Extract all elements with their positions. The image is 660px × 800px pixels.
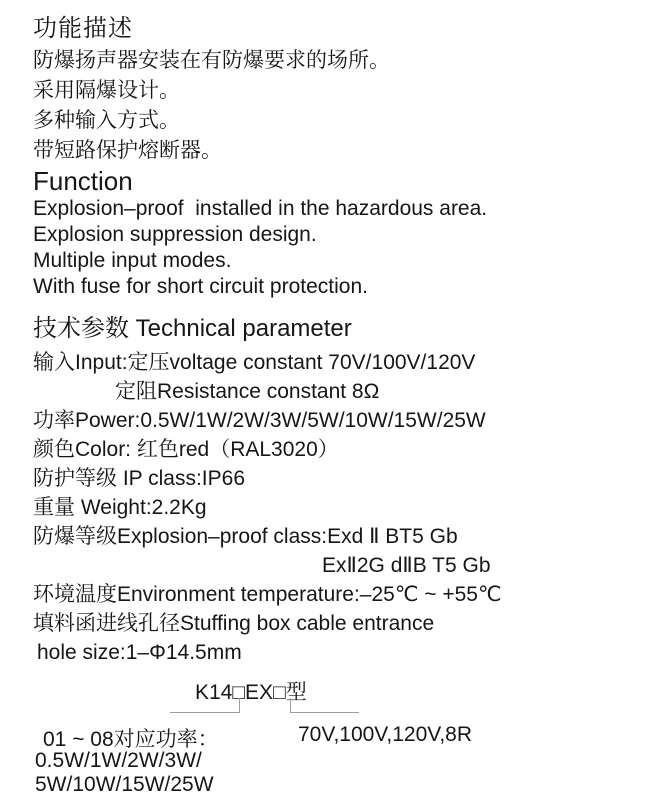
- spec-line-hole-size: hole size:1–Φ14.5mm: [37, 641, 242, 664]
- spec-line-explosion-class: 防爆等级Explosion–proof class:Exd Ⅱ BT5 Gb: [33, 525, 458, 548]
- power-options-line-2: 5W/10W/15W/25W: [35, 773, 214, 796]
- model-code: K14□EX□型: [195, 681, 307, 704]
- voltage-options-label: 70V,100V,120V,8R: [298, 723, 473, 746]
- spec-line-explosion-class-2: ExⅡ2G dⅡB T5 Gb: [322, 554, 491, 577]
- connector-line-right: [290, 698, 359, 713]
- function-title-zh: 功能描述: [33, 15, 133, 42]
- function-title-en: Function: [33, 166, 133, 196]
- spec-line-color: 颜色Color: 红色red（RAL3020）: [33, 438, 339, 461]
- power-options-line-1: 0.5W/1W/2W/3W/: [35, 749, 202, 772]
- feature-list-en: [33, 196, 640, 300]
- feature-line-zh: 多种输入方式。: [33, 109, 180, 132]
- spec-line-resistance: 定阻Resistance constant 8Ω: [115, 380, 380, 403]
- feature-line-zh: 采用隔爆设计。: [33, 79, 180, 102]
- feature-line-zh: 防爆扬声器安装在有防爆要求的场所。: [33, 49, 390, 72]
- spec-line-power: 功率Power:0.5W/1W/2W/3W/5W/10W/15W/25W: [33, 409, 486, 432]
- feature-line-en: Explosion–proof installed in the hazardous area.: [33, 197, 488, 220]
- technical-parameter-title: 技术参数 Technical parameter: [33, 315, 352, 342]
- feature-line-zh: 带短路保护熔断器。: [33, 139, 222, 162]
- power-options-title: 01 ~ 08对应功率：: [43, 728, 219, 751]
- spec-line-temperature: 环境温度Environment temperature:–25℃ ~ +55℃: [33, 583, 502, 606]
- spec-line-cable-entrance: 填料函进线孔径Stuffing box cable entrance: [33, 612, 435, 635]
- feature-list-zh: [33, 46, 640, 166]
- feature-line-en: Explosion suppression design.: [33, 223, 317, 246]
- model-code-diagram: [0, 667, 660, 800]
- spec-line-weight: 重量 Weight:2.2Kg: [33, 496, 207, 519]
- connector-line-left: [170, 698, 240, 713]
- feature-line-en: With fuse for short circuit protection.: [33, 275, 368, 298]
- spec-list: [33, 348, 640, 667]
- spec-line-ip-class: 防护等级 IP class:IP66: [33, 467, 246, 490]
- feature-line-en: Multiple input modes.: [33, 249, 232, 272]
- spec-line-input: 输入Input:定压voltage constant 70V/100V/120V: [33, 351, 476, 374]
